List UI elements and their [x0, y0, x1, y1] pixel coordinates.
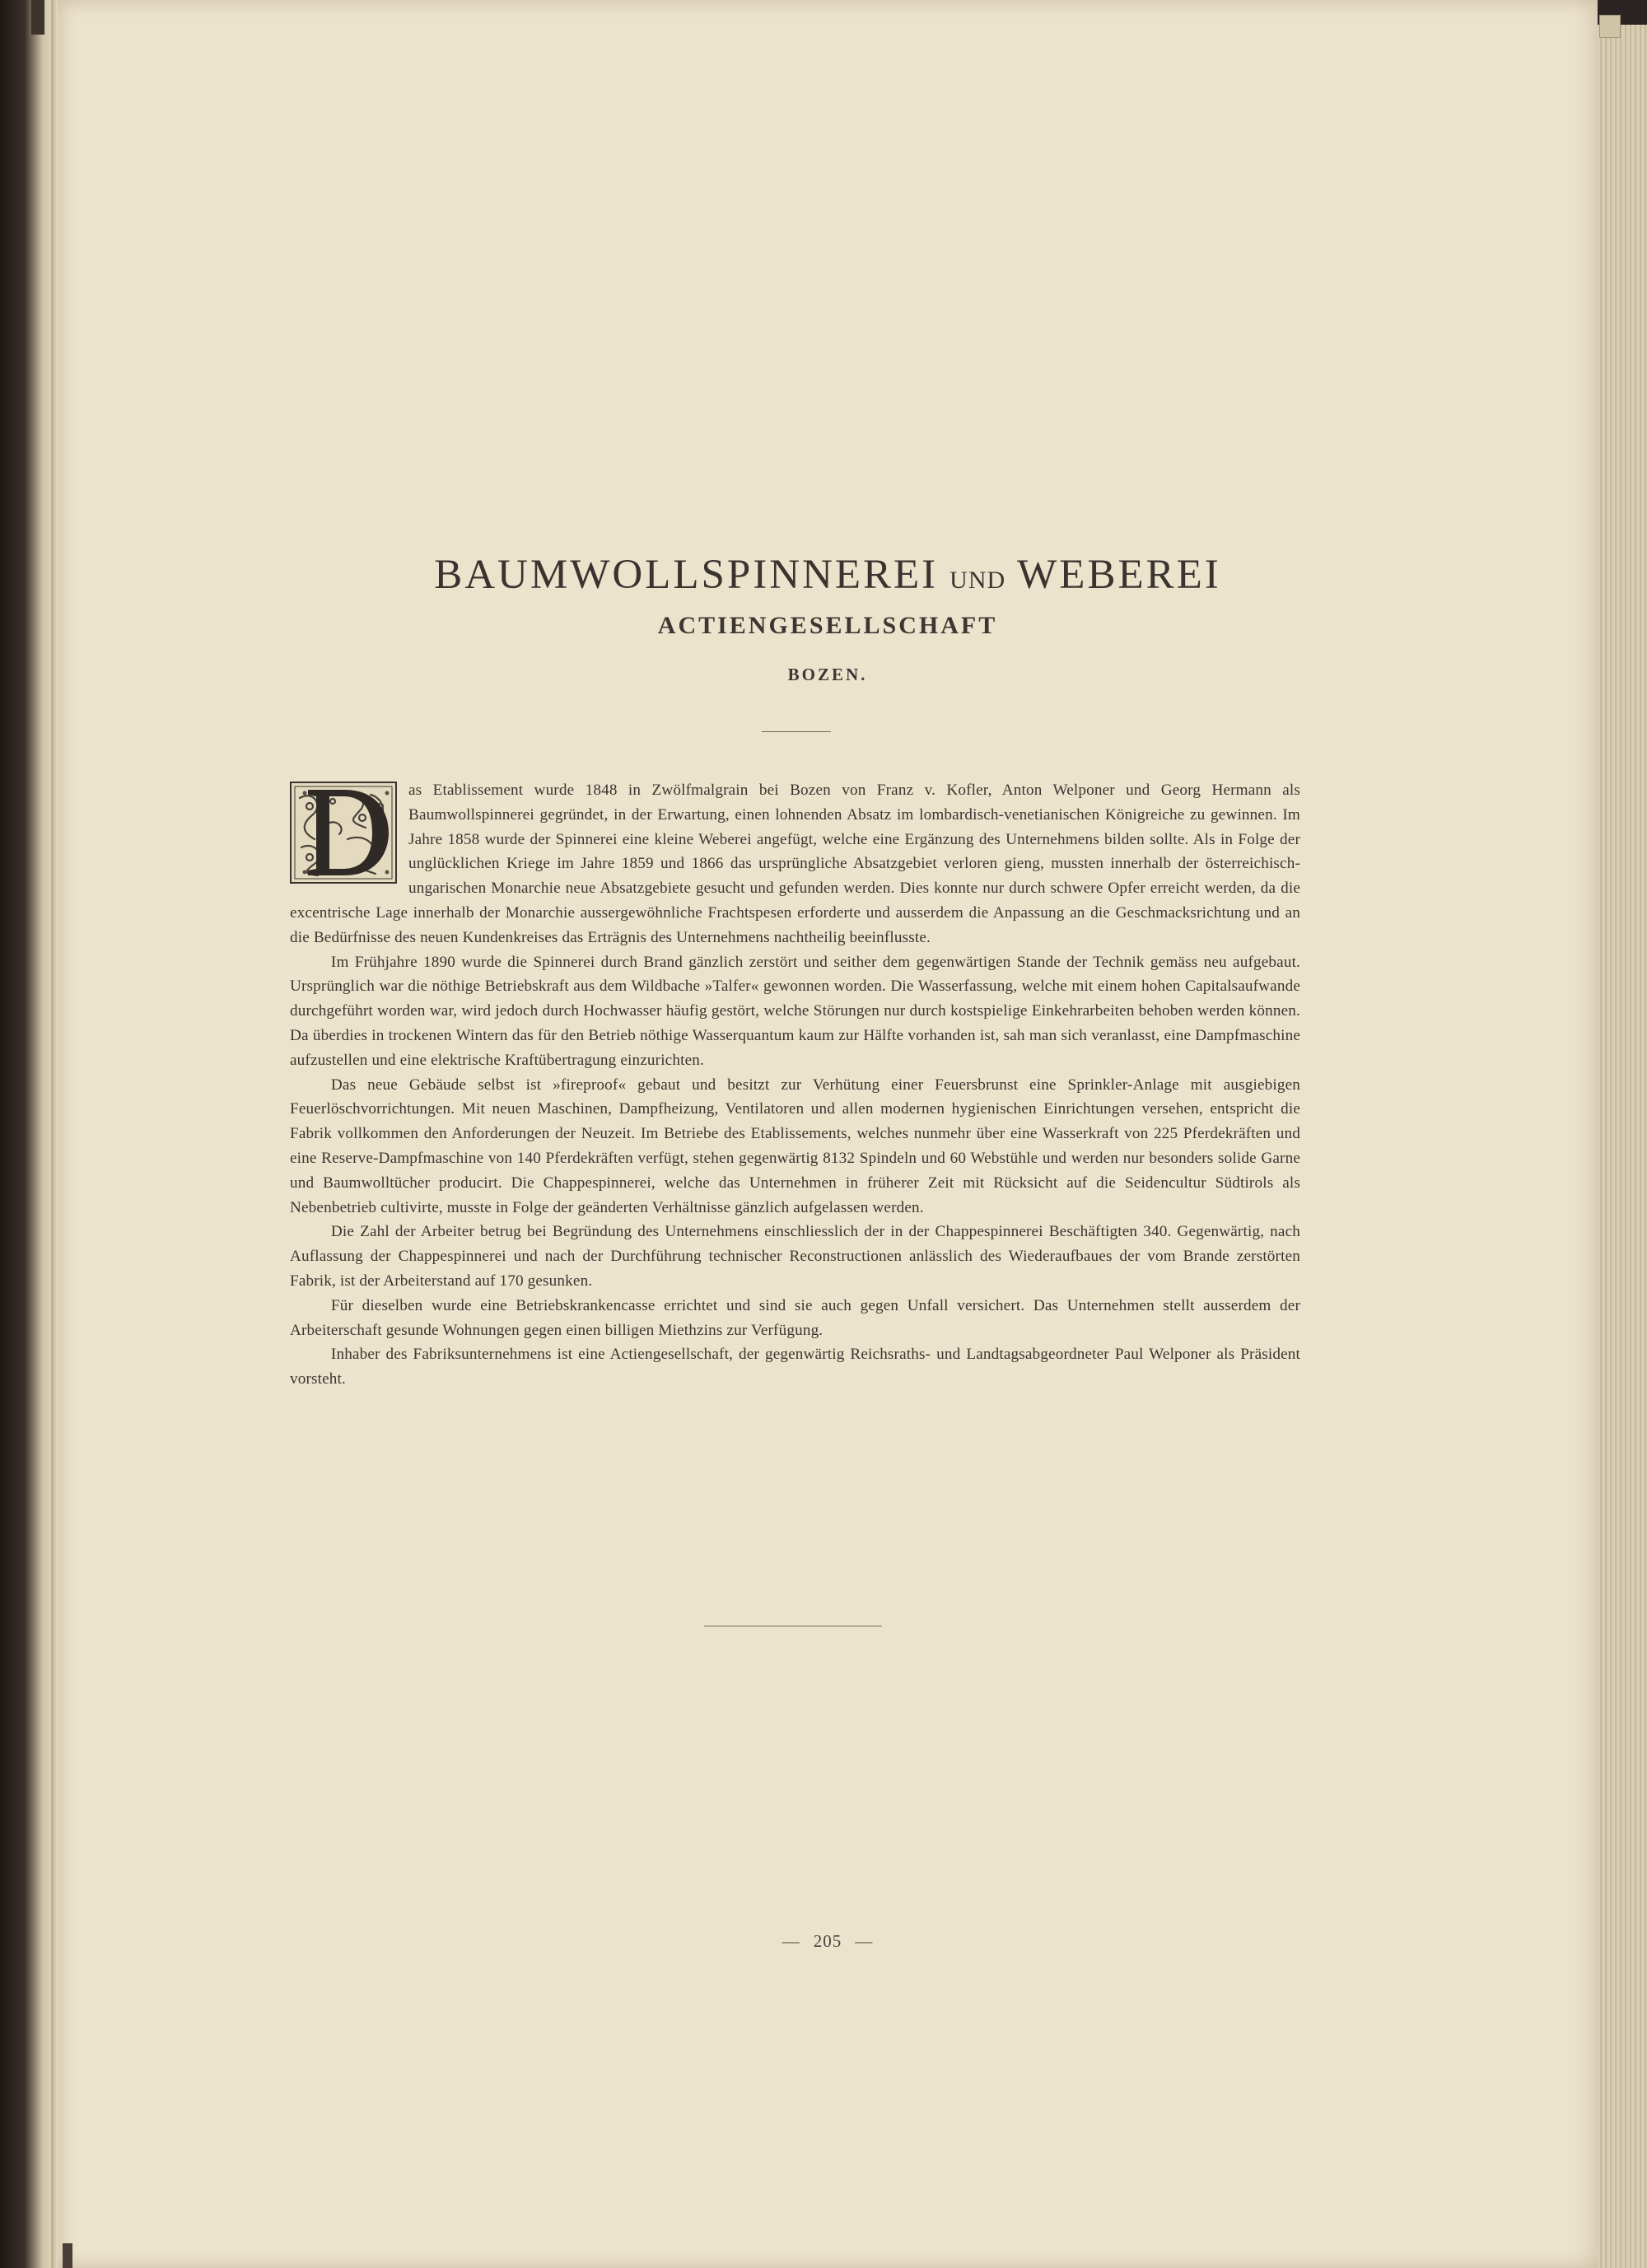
city-heading: BOZEN. [787, 665, 868, 684]
paragraph-2: Im Frühjahre 1890 wurde die Spinnerei durch Brand gänzlich zerstört und seither dem gegenwärtigen Stande der Technik gemäss neu aufgebaut. Ursprünglich war die nöthige Betriebskraft aus dem Wildbache »Talfer« gewonnen worden. Die Wasserfassung, welche mit einem hohen Capitalsaufwande durchgeführt worden war, wird jedoch durch Hochwasser häufig gestört, welche Störungen nur durch kostspielige Einkehrarbeiten behoben werden können. Da überdies in trockenen Wintern das für den Betrieb nöthige Wasserquantum kaum zur Hälfte vorhanden ist, sah man sich veranlasst, eine Dampfmaschine aufzustellen und eine elektrische Kraftübertragung einzurichten. [290, 953, 1300, 1069]
paragraph-6: Inhaber des Fabriksunternehmens ist eine Actiengesellschaft, der gegenwärtig Reichsraths- und Landtagsabgeordneter Paul Welponer als Präsident vorsteht. [290, 1346, 1300, 1388]
page-number-line [58, 1931, 1598, 1952]
folio-dash-right: — [855, 1931, 874, 1951]
paragraph-4: Die Zahl der Arbeiter betrug bei Begründung des Unternehmens einschliesslich der in der Chappespinnerei Beschäftigten 340. Gegenwärtig, nach Auflassung der Chappespinnerei und nach der Durchführung technischer Reconstructionen anlässlich des Wiederaufbaues der vom Brande zerstörten Fabrik, ist der Arbeiterstand auf 170 gesunken. [290, 1223, 1300, 1290]
page-subtitle: ACTIENGESELLSCHAFT [657, 612, 998, 639]
binding-strip [51, 0, 58, 2268]
page-title [58, 550, 1598, 605]
paragraph-5: Für dieselben wurde eine Betriebskrankencasse errichtet und sind sie auch gegen Unfall versichert. Das Unternehmen stellt ausserdem der Arbeiterschaft gesunde Wohnungen gegen einen billigen Miethzins zur Verfügung. [290, 1296, 1300, 1339]
book-binding [0, 0, 58, 2268]
paragraph-1: as Etablissement wurde 1848 in Zwölfmalgrain bei Bozen von Franz v. Kofler, Anton Welponer und Georg Hermann als Baumwollspinnerei gegründet, in der Erwartung, einen lohnenden Absatz im lombardisch-venetianischen Königreiche zu gewinnen. Im Jahre 1858 wurde der Spinnerei eine kleine Weberei angefügt, welche eine Ergänzung des Unternehmens bilden sollte. Als in Folge der unglücklichen Kriege im Jahre 1859 und 1866 das ursprüngliche Absatzgebiet verloren gieng, mussten innerhalb der österreichisch-ungarischen Monarchie neue Absatzgebiete gesucht und gefunden werden. Dies konnte nur durch schwere Opfer erreicht werden, da die excentrische Lage innerhalb der Monarchie aussergewöhnliche Frachtspesen erforderte und ausserdem die Anpassung an die Geschmacksrichtung und an die Bedürfnisse des neuen Kundenkreises das Erträgnis des Unternehmens nachtheilig beeinflusste. [290, 782, 1300, 946]
paragraph-3: Das neue Gebäude selbst ist »fireproof« gebaut und besitzt zur Verhütung einer Feuersbrunst eine Sprinkler-Anlage mit ausgiebigen Feuerlöschvorrichtungen. Mit neuen Maschinen, Dampfheizung, Ventilatoren und allen modernen hygienischen Einrichtungen versehen, entspricht die Fabrik vollkommen den Anforderungen der Neuzeit. Im Betriebe des Etablissements, welches nunmehr über eine Wasserkraft von 225 Pferdekräften und eine Reserve-Dampfmaschine von 140 Pferdekräften verfügt, stehen gegenwärtig 8132 Spindeln und 60 Webstühle und werden nur besonders solide Garne und Baumwolltücher producirt. Die Chappespinnerei, welche das Unternehmen in früherer Zeit mit Rücksicht auf die Seidencultur Südtirols als Nebenbetrieb cultivirte, musste in Folge der geänderten Verhältnisse gänzlich aufgelassen werden. [290, 1076, 1300, 1216]
folio-dash-left: — [782, 1931, 800, 1951]
article-body [290, 778, 1300, 1392]
ribbon-bottom [63, 2243, 72, 2268]
page-number: 205 [813, 1931, 842, 1951]
ornamental-initial-d-icon [290, 782, 397, 884]
divider-top [762, 731, 831, 732]
title-part-2: WEBEREI [1017, 552, 1221, 598]
page-fore-edge [1598, 25, 1647, 2268]
ribbon-top [31, 0, 44, 35]
title-part-1: BAUMWOLLSPINNEREI [434, 552, 939, 598]
page-corner-tab [1599, 15, 1621, 38]
title-und: UND [949, 567, 1006, 594]
